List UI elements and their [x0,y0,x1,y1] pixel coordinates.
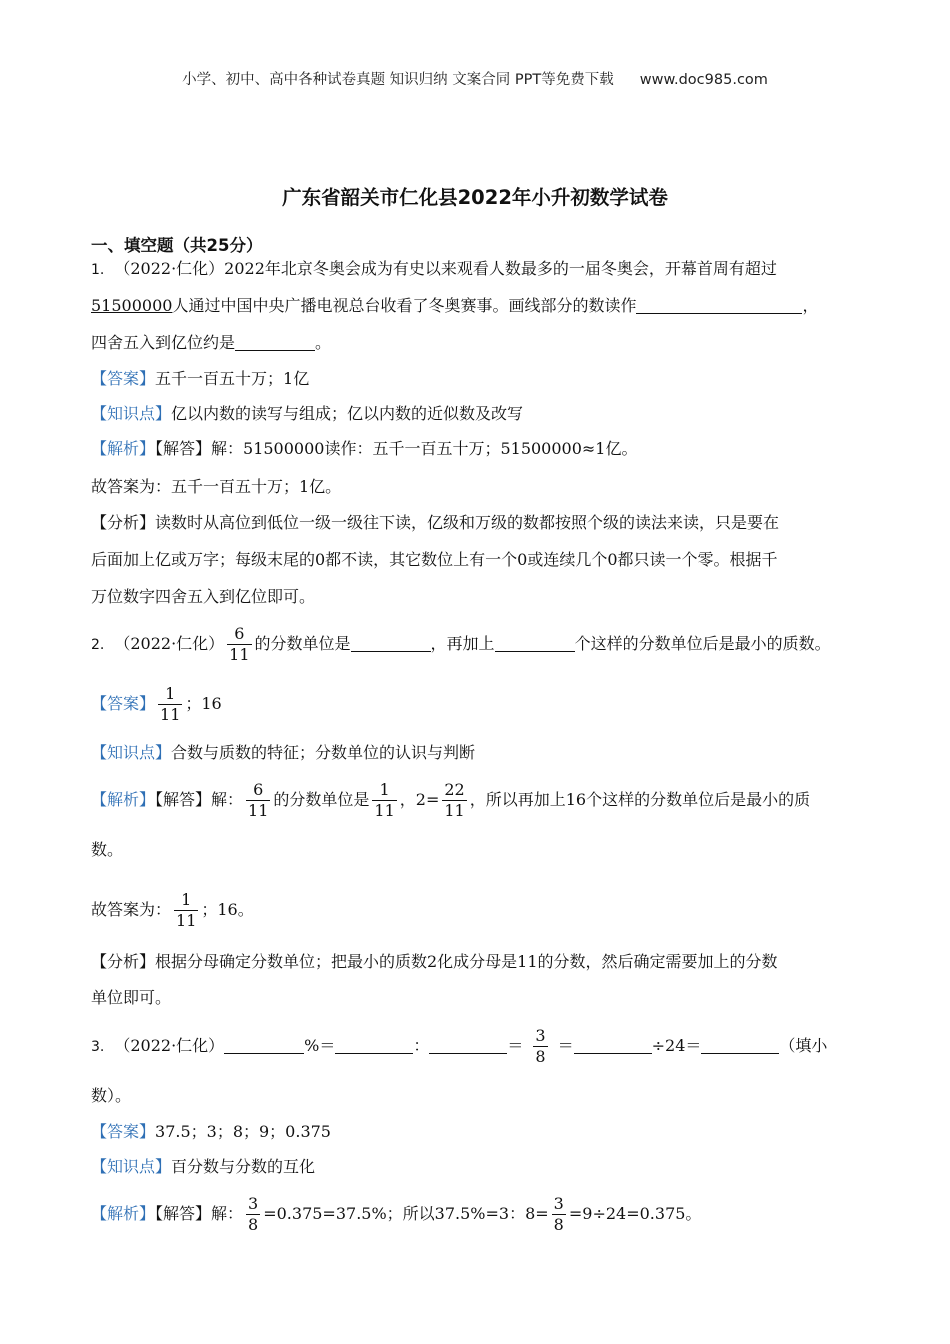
q3-blank-1[interactable] [224,1037,304,1054]
q3-sym-5: ÷24＝ [651,1036,702,1055]
answer-tag: 【答案】 [91,369,156,388]
q3-analysis [91,1192,701,1236]
q2-answer-fraction: $\frac{1}{11}$ [160,684,181,724]
answer-tag: 【答案】 [91,1122,156,1141]
q3-sym-4: ＝ [557,1036,574,1055]
q2-gu-rest: ；16。 [201,900,254,919]
q2-jx-fraction-1: $\frac{6}{11}$ [248,780,269,820]
q3-answer-text: 37.5；3；8；9；0.375 [155,1122,331,1141]
q2-blank-1[interactable] [351,635,431,652]
q3-kp-text: 百分数与分数的互化 [171,1157,316,1176]
q1-text-3: 四舍五入到亿位约是 [91,333,236,352]
q3-sym-2: ： [413,1036,430,1055]
q1-text-2b: ， [802,296,819,315]
q2-line-1 [91,622,831,667]
q2-answer-rest: ；16 [185,694,222,713]
q2-fenxi-2: 单位即可。 [91,988,172,1007]
q3-blank-3[interactable] [429,1037,507,1054]
q1-fenxi-1: 【分析】读数时从高位到低位一级一级往下读，亿级和万级的数都按照个级的读法来读，只是要在 [91,513,780,532]
q1-number: 1. [91,262,105,278]
q2-jx-text-3: ，所以再加上16个这样的分数单位后是最小的质 [469,790,811,809]
q1-fenxi-3: 万位数字四舍五入到亿位即可。 [91,587,316,606]
q3-blank-5[interactable] [701,1037,779,1054]
q2-jx-text-1: 的分数单位是 [273,790,370,809]
knowledge-tag: 【知识点】 [91,404,172,423]
q3-jx-fraction-1: $\frac{3}{8}$ [248,1194,259,1234]
knowledge-tag: 【知识点】 [91,743,172,762]
q2-jx-text-2: ，2= [399,790,440,809]
q2-analysis [91,778,810,822]
q1-blank-1[interactable] [636,297,802,314]
q3-sym-1: %＝ [304,1036,336,1055]
q3-sym-3: ＝ [507,1036,524,1055]
q3-jx-text-2: =9÷24=0.375。 [568,1204,702,1223]
q1-kp-text: 亿以内数的读写与组成；亿以内数的近似数及改写 [171,404,524,423]
q3-answer [91,1122,331,1142]
q2-fraction: $\frac{6}{11}$ [229,624,250,664]
q1-text-3b: 。 [315,333,332,352]
q1-jx-text: 【解答】解：51500000读作：五千一百五十万；51500000≈1亿。 [155,439,638,458]
q2-gu-fraction: $\frac{1}{11}$ [176,890,197,930]
q1-analysis [91,439,637,459]
q3-sym-6: （填小 [779,1036,828,1055]
q1-answer [91,369,309,389]
q3-jx-prefix: 【解答】解： [155,1204,244,1223]
q1-line-2 [91,296,818,316]
answer-tag: 【答案】 [91,694,156,713]
q1-answer-text: 五千一百五十万；1亿 [155,369,310,388]
q1-text-1: （2022·仁化）2022年北京冬奥会成为有史以来观看人数最多的一届冬奥会，开幕首周有超过 [114,259,777,278]
q2-text-1: 的分数单位是 [254,634,351,653]
q3-prefix: （2022·仁化） [114,1036,225,1055]
q3-blank-2[interactable] [335,1037,413,1054]
q1-knowledge-point [91,404,523,424]
q3-jx-fraction-2: $\frac{3}{8}$ [553,1194,564,1234]
q2-text-3: 个这样的分数单位后是最小的质数。 [574,634,831,653]
q2-jx-fraction-3: $\frac{22}{11}$ [444,780,465,820]
q1-conclusion: 故答案为：五千一百五十万；1亿。 [91,477,342,496]
section-heading: 一、填空题（共25分） [91,236,263,255]
q2-jx-fraction-2: $\frac{1}{11}$ [374,780,395,820]
q2-conclusion [91,888,254,932]
q3-knowledge-point [91,1157,315,1177]
q1-line-3 [91,333,331,353]
q1-underlined-number: 51500000 [91,296,173,315]
q1-text-2: 人通过中国中央广播电视总台收看了冬奥赛事。画线部分的数读作 [172,296,637,315]
q2-jx-text-4: 数。 [91,840,124,859]
knowledge-tag: 【知识点】 [91,1157,172,1176]
q3-jx-text-1: =0.375=37.5%；所以37.5%=3：8= [263,1204,549,1223]
q2-prefix: （2022·仁化） [114,634,225,653]
page-title: 广东省韶关市仁化县2022年小升初数学试卷 [282,186,668,209]
q2-kp-text: 合数与质数的特征；分数单位的认识与判断 [171,743,476,762]
q3-fraction: $\frac{3}{8}$ [535,1026,546,1066]
q2-text-2: ，再加上 [430,634,495,653]
q3-number: 3. [91,1039,105,1055]
analysis-tag: 【解析】 [91,439,156,458]
analysis-tag: 【解析】 [91,1204,156,1223]
q3-blank-4[interactable] [574,1037,652,1054]
header-text: 小学、初中、高中各种试卷真题 知识归纳 文案合同 PPT等免费下载 [182,72,614,88]
q2-knowledge-point [91,743,475,763]
header-site-link[interactable]: www.doc985.com [639,72,768,88]
q3-line-2: 数）。 [91,1086,132,1105]
q2-answer [91,682,222,726]
q1-line-1 [91,259,777,280]
q1-fenxi-2: 后面加上亿或万字；每级末尾的0都不读，其它数位上有一个0或连续几个0都只读一个零。根据千 [91,550,778,569]
q3-line-1 [91,1024,827,1069]
q1-blank-2[interactable] [235,334,315,351]
header-banner [0,68,950,89]
analysis-tag: 【解析】 [91,790,156,809]
q2-fenxi-1: 【分析】根据分母确定分数单位；把最小的质数2化成分母是11的分数，然后确定需要加上的分数 [91,952,778,971]
q2-jx-prefix: 【解答】解： [155,790,244,809]
q2-number: 2. [91,637,105,653]
q2-blank-2[interactable] [495,635,575,652]
q2-gu-prefix: 故答案为： [91,900,172,919]
